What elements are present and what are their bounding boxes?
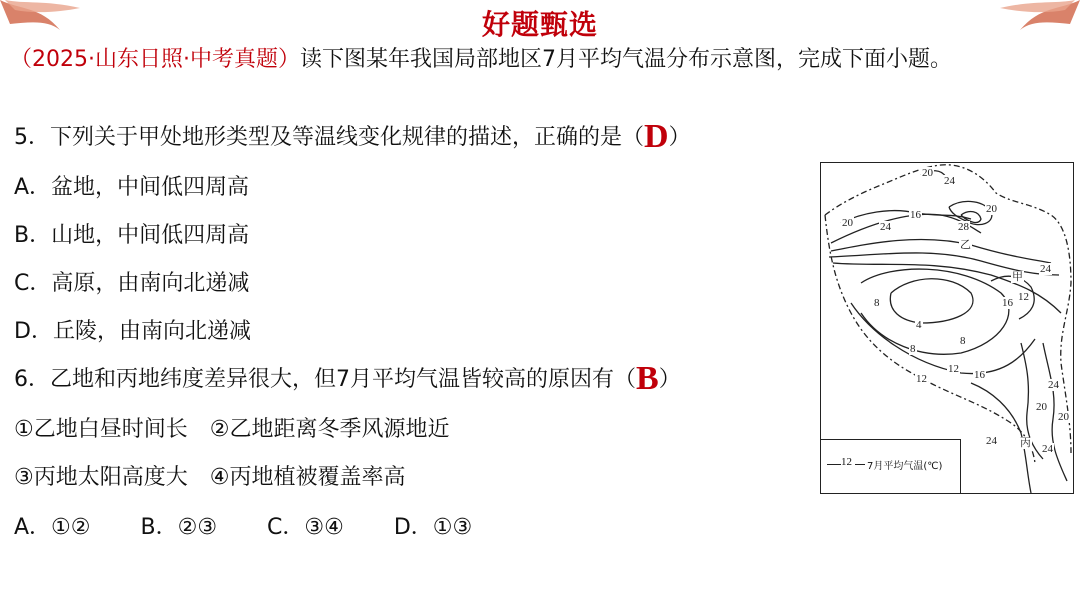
question-5-text: 5．下列关于甲处地形类型及等温线变化规律的描述，正确的是（ [14, 125, 644, 150]
isotherm-label: 12 [948, 363, 959, 375]
map-legend [821, 439, 961, 493]
legend-line-icon [827, 464, 841, 465]
question-6-text: 6．乙地和丙地纬度差异很大，但7月平均气温皆较高的原因有（ [14, 367, 636, 392]
isotherm-label: 20 [1058, 411, 1069, 423]
question-5-stem [14, 118, 691, 156]
intro-paragraph [10, 44, 1060, 75]
isotherm-label: 24 [1042, 443, 1053, 455]
isotherm-label: 20 [922, 167, 933, 179]
isotherm-label: 8 [960, 335, 966, 347]
isotherm-label: 24 [1048, 379, 1059, 391]
isotherm-label: 4 [916, 319, 922, 331]
question-6-stem [14, 360, 681, 398]
isotherm-label: 20 [842, 217, 853, 229]
question-6-choice-c: C．③④ [267, 515, 344, 540]
isotherm-map [820, 162, 1074, 494]
question-5-answer: D [644, 118, 669, 155]
isotherm-label: 16 [1002, 297, 1013, 309]
question-6-close: ） [658, 367, 681, 392]
isotherm-label: 24 [880, 221, 891, 233]
isotherm-label: 8 [874, 297, 880, 309]
legend-value: 12 [841, 456, 852, 468]
question-6-statements-1: ①乙地白昼时间长 ②乙地距离冬季风源地近 [14, 417, 450, 442]
question-5-option-b: B．山地，中间低四周高 [14, 223, 250, 248]
question-6-choice-b: B．②③ [140, 515, 218, 540]
intro-text: 读下图某年我国局部地区7月平均气温分布示意图，完成下面小题。 [299, 47, 952, 72]
isotherm-label: 8 [910, 343, 916, 355]
place-label-jia: 甲 [1012, 270, 1023, 283]
isotherm-label: 16 [974, 369, 985, 381]
isotherm-label: 24 [986, 435, 997, 447]
question-6-choice-a: A．①② [14, 515, 91, 540]
legend-line-icon [855, 464, 865, 465]
question-5-close: ） [668, 125, 691, 150]
isotherm-label: 24 [944, 175, 955, 187]
slide-title: 好题甄选 [481, 8, 598, 41]
question-5-option-a: A．盆地，中间低四周高 [14, 175, 250, 200]
isotherm-label: 24 [1040, 263, 1051, 275]
place-label-yi: 乙 [960, 238, 971, 251]
isotherm-label: 28 [958, 221, 969, 233]
question-source: （2025·山东日照·中考真题） [10, 47, 300, 72]
isotherm-label: 16 [910, 209, 921, 221]
legend-text: 7月平均气温(℃) [867, 461, 943, 472]
question-6-choices [14, 510, 472, 541]
isotherm-label: 12 [916, 373, 927, 385]
question-5-option-d: D．丘陵，由南向北递减 [14, 319, 251, 344]
question-6-answer: B [636, 360, 659, 397]
question-6-choice-d: D．①③ [393, 515, 473, 540]
question-6-statements-2: ③丙地太阳高度大 ④丙地植被覆盖率高 [14, 465, 406, 490]
place-label-bing: 丙 [1020, 436, 1031, 449]
question-5-option-c: C．高原，由南向北递减 [14, 271, 250, 296]
isotherm-label: 20 [986, 203, 997, 215]
isotherm-label: 20 [1036, 401, 1047, 413]
isotherm-label: 12 [1018, 291, 1029, 303]
